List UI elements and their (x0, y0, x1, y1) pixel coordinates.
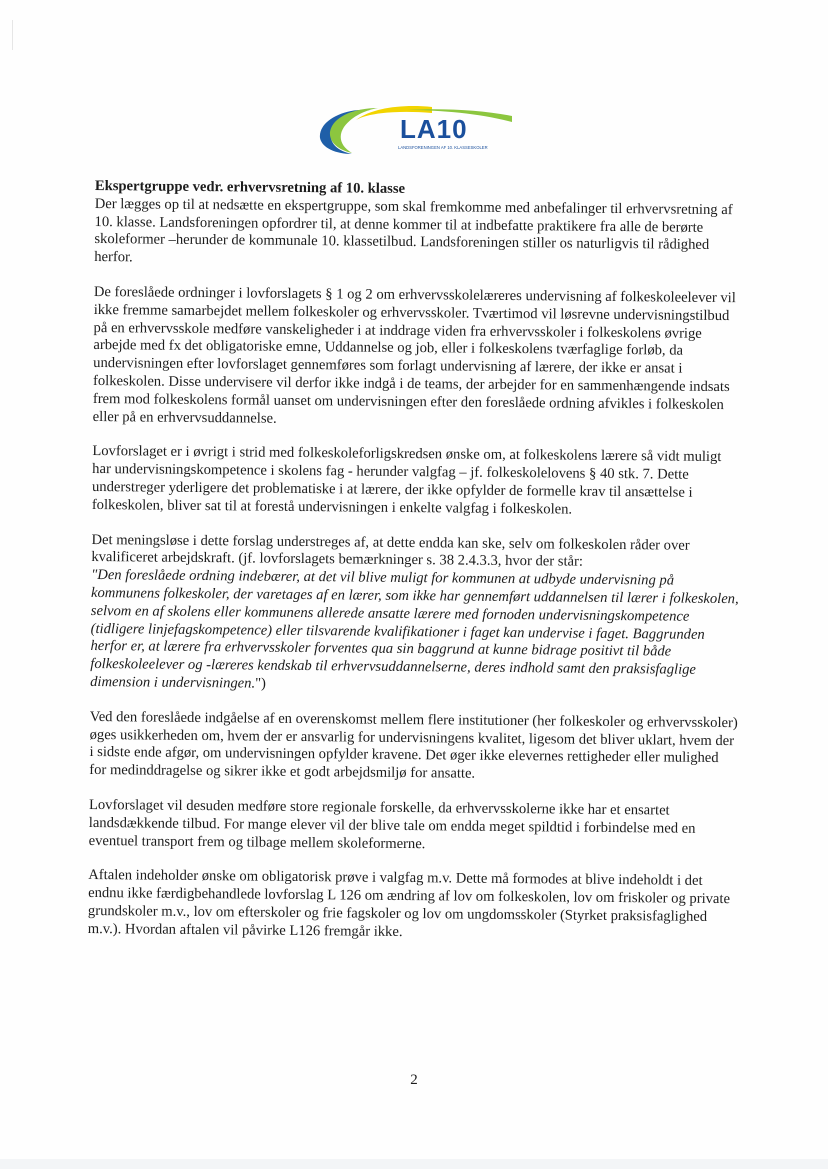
section-heading: Ekspertgruppe vedr. erhvervsretning af 10. klasse (94, 178, 406, 197)
page-number: 2 (410, 1072, 418, 1088)
paragraph-3: Lovforslaget er i øvrigt i strid med folkeskoleforligskredsen ønske om, at folkeskolens lærere så vidt muligt har undervisningskompetence i skolens fag - herunder valgfag – jf. folkeskolelovens § 40 stk. 7. Dette understreger yderligere det problematiske i at lærere, der ikke opfylder de formelle krav til ansættelse i folkeskolen, bliver sat til at forestå undervisningen i enkelte valgfag i folkeskolen. (91, 443, 722, 518)
paragraph-1: Der lægges op til at nedsætte en ekspertgruppe, som skal fremkomme med anbefalinger til erhvervsretning af 10. klasse. Landsforeningen opfordrer til, at denne kommer til at indbefatte praktikere fra alle de berørte skoleformer –herunder de kommunale 10. klassetilbud. Landsforeningen stiller os naturligvis til rådighed herfor. (94, 195, 733, 266)
scan-mark (12, 20, 13, 50)
paragraph-4-intro: Det meningsløse i dette forslag understreges af, at dette endda kan ske, selv om folkeskolen råder over kvalificeret arbejdskraft. (jf. lovforslagets bemærkninger s. 38 2.4.3.3, hvor der står: (91, 531, 690, 571)
svg-text:LANDSFORENINGEN AF 10. KLASSES: LANDSFORENINGEN AF 10. KLASSESKOLER (398, 145, 488, 150)
paragraph-4 (90, 532, 740, 698)
svg-text:LA10: LA10 (400, 114, 468, 144)
paragraph-7: Aftalen indeholder ønske om obligatorisk prøve i valgfag m.v. Dette må formodes at blive indeholdt i det endnu ikke færdigbehandlede lovforslag L 126 om ændring af lov om folkeskolen, lov om friskoler og private grundskoler m.v., lov om efterskoler og frie fagskoler og lov om ungdomsskoler (Styrket praksisfaglighed m.v.). Hvordan aftalen vil påvirke L126 fremgår ikke. (87, 867, 731, 940)
document-body (88, 178, 743, 962)
la10-logo (312, 104, 528, 158)
bemaerkninger-quote: "Den foreslåede ordning indebærer, at det vil blive muligt for kommunen at udbyde undervisning på kommunens folkeskoler, der varetages af en lærer, som ikke har gennemført uddannelsen til lærer i folkeskolen, selvom en af skolens eller kommunens allerede ansatte lærere med fornoden undervisningskompetence (tidligere linjefagskompetence) eller tilsvarende kvalifikationer i faget kan undervise i faget. Baggrunden herfor er, at lærere fra erhvervsskoler forventes qua sin baggrund at kunne bidrage positivt til både folkeskoleelever og -læreres kendskab til erhvervsuddannelserne, deres indhold samt den praksisfaglige dimension i undervisningen. (90, 567, 739, 692)
quote-end: ") (255, 675, 267, 692)
scan-bottom-edge (0, 1159, 828, 1169)
paragraph-5: Ved den foreslåede indgåelse af en overenskomst mellem flere institutioner (her folkeskoler og erhvervsskoler) øges usikkerheden om, hvem der er ansvarlig for undervisningens kvalitet, ligesom det bliver uklart, hvem der i sidste ende afgør, om undervisningen opfylder kravene. Det øger ikke elevernes rettigheder eller mulighed for medinddragelse og sikrer ikke et godt arbejdsmiljø for ansatte. (89, 708, 738, 782)
paragraph-6: Lovforslaget vil desuden medføre store regionale forskelle, da erhvervsskolerne ikke har et ensartet landsdækkende tilbud. For mange elever vil der blive tale om endda meget spildtid i forbindelse med en eventuel transport frem og tilbage mellem skoleformerne. (88, 796, 696, 852)
paragraph-2: De foreslåede ordninger i lovforslagets § 1 og 2 om erhvervsskolelæreres undervisning af folkeskoleelever vil ikke fremme samarbejdet mellem folkeskoler og erhvervsskoler. Tværtimod vil løsrevne undervisningstilbud på en erhvervsskole medføre vanskeligheder i at inddrage viden fra erhvervsskoler i folkeskolens øvrige arbejde med fx det obligatoriske emne, Uddannelse og job, eller i folkeskolens tværfaglige forløb, da undervisningen efter lovforslaget gennemføres som forlagt undervisning af lærere, der ikke er ansat i folkeskolen. Disse undervisere vil derfor ikke indgå i de teams, der arbejder for en sammenhængende indsats frem mod folkeskolens formål uanset om undervisningen efter den foreslåede ordning afvikles i folkeskolen eller på en erhvervsuddannelse. (92, 283, 736, 427)
